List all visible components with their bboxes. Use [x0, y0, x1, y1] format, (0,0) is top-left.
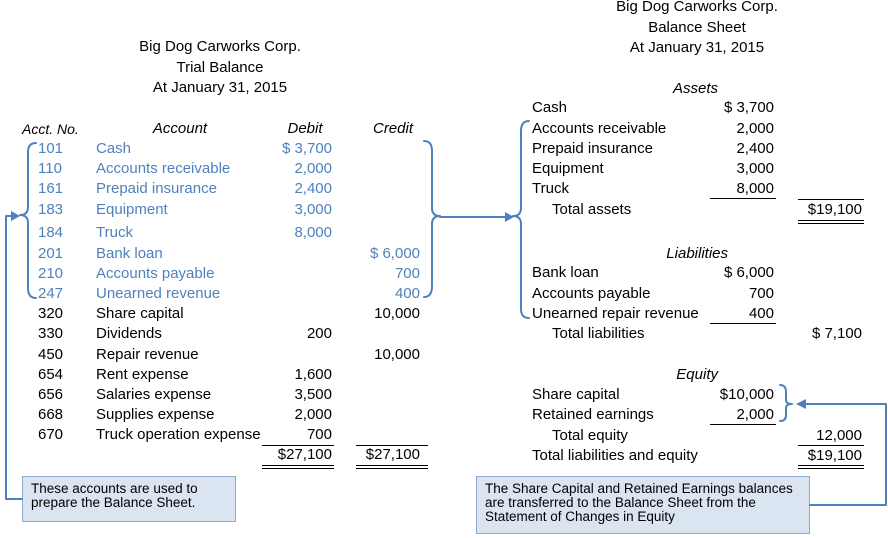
acct-no: 656 — [38, 386, 64, 403]
account-name: Salaries expense — [96, 386, 212, 403]
total-liabilities-label: Total liabilities — [552, 325, 645, 342]
acct-no: 161 — [38, 180, 64, 197]
col-header-account: Account — [152, 120, 208, 137]
acct-no: 201 — [38, 245, 64, 262]
debit-amount: 200 — [306, 325, 332, 342]
tb-company: Big Dog Carworks Corp. — [139, 38, 301, 55]
bs-equity-label: Retained earnings — [532, 406, 654, 423]
acct-no: 184 — [38, 224, 64, 241]
credit-total-double-rule — [356, 465, 428, 469]
credit-amount: 700 — [394, 265, 420, 282]
debit-amount: 2,000 — [294, 406, 332, 423]
bs-liability-amount: $ 6,000 — [723, 264, 774, 281]
bs-asset-label: Prepaid insurance — [532, 140, 653, 157]
account-name: Accounts payable — [96, 265, 215, 282]
bs-asset-amount: 8,000 — [736, 180, 774, 197]
bs-brace — [513, 121, 529, 318]
col-header-credit: Credit — [372, 120, 413, 137]
debit-amount: 8,000 — [294, 224, 332, 241]
total-le-top-rule — [798, 445, 864, 446]
credit-amount: 400 — [394, 285, 420, 302]
account-name: Accounts receivable — [96, 160, 231, 177]
total-equity-label: Total equity — [552, 427, 628, 444]
right-brace — [424, 141, 440, 297]
tb-title: Trial Balance — [176, 59, 264, 76]
left-brace — [20, 143, 36, 298]
bs-equity-label: Share capital — [532, 386, 620, 403]
account-name: Cash — [96, 140, 132, 157]
account-name: Bank loan — [96, 245, 163, 262]
account-name: Share capital — [96, 305, 184, 322]
debit-amount: 3,500 — [294, 386, 332, 403]
arrowhead-equity-brace — [796, 399, 806, 409]
account-name: Unearned revenue — [96, 285, 221, 302]
note-right-text: The Share Capital and Retained Earnings balances are transferred to the Balance Sheet from the Statement of Changes in Equity — [485, 481, 793, 524]
debit-amount: 1,600 — [294, 366, 332, 383]
debit-amount: 700 — [306, 426, 332, 443]
bs-asset-label: Truck — [532, 180, 569, 197]
bs-title: Balance Sheet — [648, 19, 746, 36]
acct-no: 247 — [38, 285, 64, 302]
note-left-text: These accounts are used to prepare the Balance Sheet. — [31, 481, 198, 510]
bs-asset-amount: $ 3,700 — [723, 99, 774, 116]
account-name: Supplies expense — [96, 406, 215, 423]
acct-no: 210 — [38, 265, 64, 282]
bs-liability-amount: 400 — [748, 305, 774, 322]
bs-asset-label: Cash — [532, 99, 568, 116]
acct-no: 670 — [38, 426, 64, 443]
account-name: Dividends — [96, 325, 162, 342]
total-liabilities-amount: $ 7,100 — [811, 325, 862, 342]
bs-liability-label: Unearned repair revenue — [532, 305, 699, 322]
debit-amount: 2,400 — [294, 180, 332, 197]
credit-amount: 10,000 — [374, 305, 420, 322]
bs-company: Big Dog Carworks Corp. — [616, 0, 778, 15]
bs-asset-label: Equipment — [532, 160, 604, 177]
assets-heading: Assets — [672, 80, 718, 97]
account-name: Truck operation expense — [96, 426, 261, 443]
col-header-debit: Debit — [287, 120, 323, 137]
liabilities-subtotal-rule — [710, 323, 776, 324]
acct-no: 654 — [38, 366, 64, 383]
total-equity-amount: 12,000 — [816, 427, 862, 444]
bs-liability-amount: 700 — [748, 285, 774, 302]
equity-brace — [780, 385, 792, 421]
bs-equity-amount: 2,000 — [736, 406, 774, 423]
bs-equity-amount: $10,000 — [719, 386, 774, 403]
col-header-acct-no: Acct. No. — [22, 121, 79, 137]
total-le-amount: $19,100 — [807, 447, 862, 464]
arrowhead-left-brace — [11, 211, 20, 221]
debit-amount: 3,000 — [294, 201, 332, 218]
credit-amount: $ 6,000 — [369, 245, 420, 262]
bs-liability-label: Bank loan — [532, 264, 599, 281]
bs-date: At January 31, 2015 — [629, 39, 765, 56]
bs-asset-label: Accounts receivable — [532, 120, 667, 137]
note-left-callout — [22, 476, 236, 522]
arrowhead-bs-brace — [505, 212, 514, 222]
account-name: Equipment — [96, 201, 168, 218]
liabilities-heading: Liabilities — [666, 245, 728, 262]
tb-date: At January 31, 2015 — [152, 79, 288, 96]
total-assets-amount: $19,100 — [807, 201, 862, 218]
debit-amount: 2,000 — [294, 160, 332, 177]
account-name: Rent expense — [96, 366, 189, 383]
total-assets-top-rule — [798, 199, 864, 200]
bs-asset-amount: 3,000 — [736, 160, 774, 177]
bs-asset-amount: 2,000 — [736, 120, 774, 137]
account-name: Prepaid insurance — [96, 180, 217, 197]
bs-asset-amount: 2,400 — [736, 140, 774, 157]
total-assets-double-rule — [798, 220, 864, 224]
total-le-label: Total liabilities and equity — [532, 447, 698, 464]
assets-subtotal-rule — [710, 198, 776, 199]
total-assets-label: Total assets — [552, 201, 632, 218]
total-le-double-rule — [798, 465, 864, 469]
acct-no: 320 — [38, 305, 64, 322]
equity-subtotal-rule — [710, 424, 776, 425]
credit-amount: 10,000 — [374, 346, 420, 363]
total-debit: $27,100 — [277, 446, 332, 463]
acct-no: 110 — [38, 160, 62, 177]
account-name: Repair revenue — [96, 346, 199, 363]
debit-total-double-rule — [262, 465, 334, 469]
debit-amount: $ 3,700 — [281, 140, 332, 157]
account-name: Truck — [96, 224, 133, 241]
acct-no: 450 — [38, 346, 64, 363]
acct-no: 668 — [38, 406, 64, 423]
bs-liability-label: Accounts payable — [532, 285, 651, 302]
acct-no: 330 — [38, 325, 64, 342]
note-right-callout — [476, 476, 810, 534]
left-note-connector — [6, 216, 22, 499]
acct-no: 183 — [38, 201, 64, 218]
total-credit: $27,100 — [365, 446, 420, 463]
equity-heading: Equity — [676, 366, 718, 383]
acct-no: 101 — [38, 140, 64, 157]
